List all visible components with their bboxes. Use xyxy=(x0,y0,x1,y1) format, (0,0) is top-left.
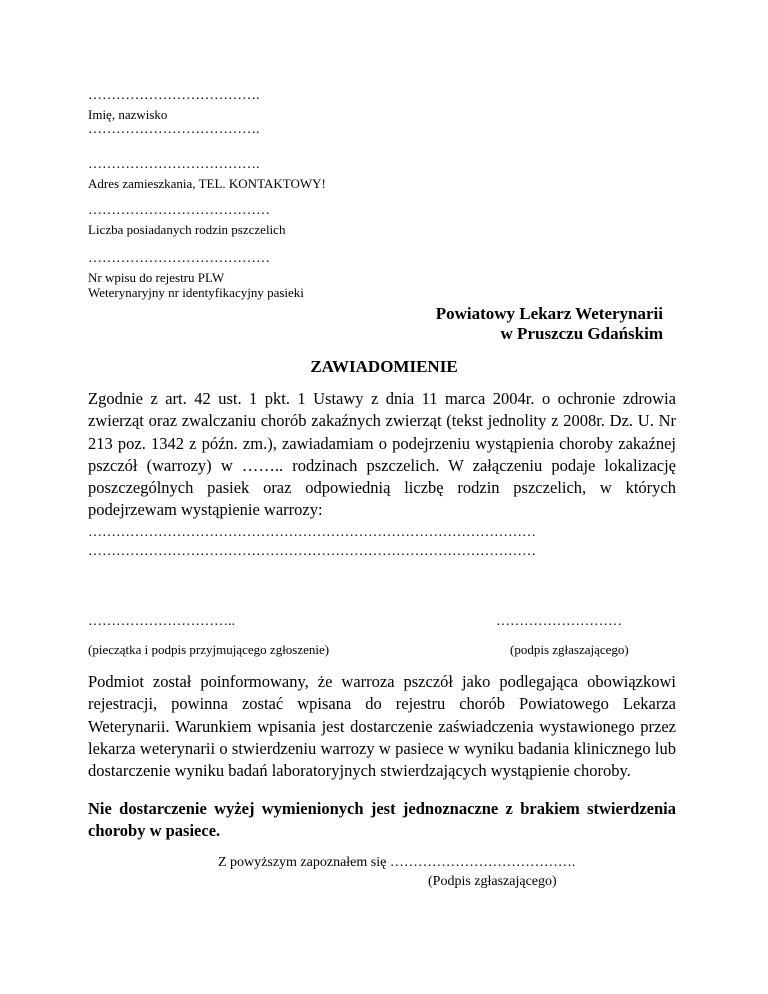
reporter-signature-dots: ……………………… xyxy=(496,614,622,629)
notice-paragraph: Podmiot został poinformowany, że warroza pszczół jako podlegająca obowiązkowi rejestracji, powinna zostać wpisana do rejestru chorób Powiatowego Lekarza Weterynarii. Warunkiem wpisania jest dostarczenie zaświadczenia wystawionego przez lekarza weterynarii o stwierdzeniu warrozy w pasiece w wyniku badania klinicznego lub dostarczenie wyniku badań laboratoryjnych stwierdzających wystąpienie choroby. xyxy=(88,672,676,781)
fill-line-2: …………………………………………………………………………………… xyxy=(88,544,536,559)
name-label: Imię, nazwisko xyxy=(88,107,168,122)
receiver-signature-dots: ………………………….. xyxy=(88,614,235,629)
notice-bold-paragraph: Nie dostarczenie wyżej wymienionych jest jednoznaczne z brakiem stwierdzenia choroby w pasiece. xyxy=(88,799,676,841)
reporter-signature-label: (podpis zgłaszającego) xyxy=(510,642,629,657)
acknowledgement-line: Z powyższym zapoznałem się …………………………………. xyxy=(218,855,576,870)
receiver-signature-label: (pieczątka i podpis przyjmującego zgłoszenie) xyxy=(88,642,330,657)
main-paragraph: Zgodnie z art. 42 ust. 1 pkt. 1 Ustawy z dnia 11 marca 2004r. o ochronie zdrowia zwierząt oraz zwalczaniu chorób zakaźnych zwierząt (tekst jednolity z 2008r. Dz. U. Nr 213 poz. 1342 z późn. zm.), zawiadamiam o podejrzeniu wystąpienia choroby zakaźnej pszczół (warrozy) w …….. rodzinach pszczelich. W załączeniu podaje lokalizację poszczególnych pasiek oraz odpowiednią liczbę rodzin pszczelich, w których podejrzewam wystąpienie warrozy: xyxy=(88,389,676,520)
registry-dots: ………………………………… xyxy=(88,251,270,266)
address-label: Adres zamieszkania, TEL. KONTAKTOWY! xyxy=(88,176,326,191)
registry-label-2: Weterynaryjny nr identyfikacyjny pasieki xyxy=(88,285,304,300)
name-dots: ………………………………. xyxy=(88,88,260,103)
name-dots-2: ………………………………. xyxy=(88,122,260,137)
recipient-line-1: Powiatowy Lekarz Weterynarii xyxy=(435,304,663,323)
acknowledgement-signature-label: (Podpis zgłaszającego) xyxy=(428,874,557,889)
document-title: ZAWIADOMIENIE xyxy=(310,357,458,376)
address-dots: ………………………………. xyxy=(88,157,260,172)
recipient-line-2: w Pruszczu Gdańskim xyxy=(500,324,663,343)
colonies-dots: ………………………………… xyxy=(88,203,270,218)
fill-line-1: …………………………………………………………………………………… xyxy=(88,525,536,540)
registry-label-1: Nr wpisu do rejestru PLW xyxy=(88,270,225,285)
colonies-label: Liczba posiadanych rodzin pszczelich xyxy=(88,222,286,237)
